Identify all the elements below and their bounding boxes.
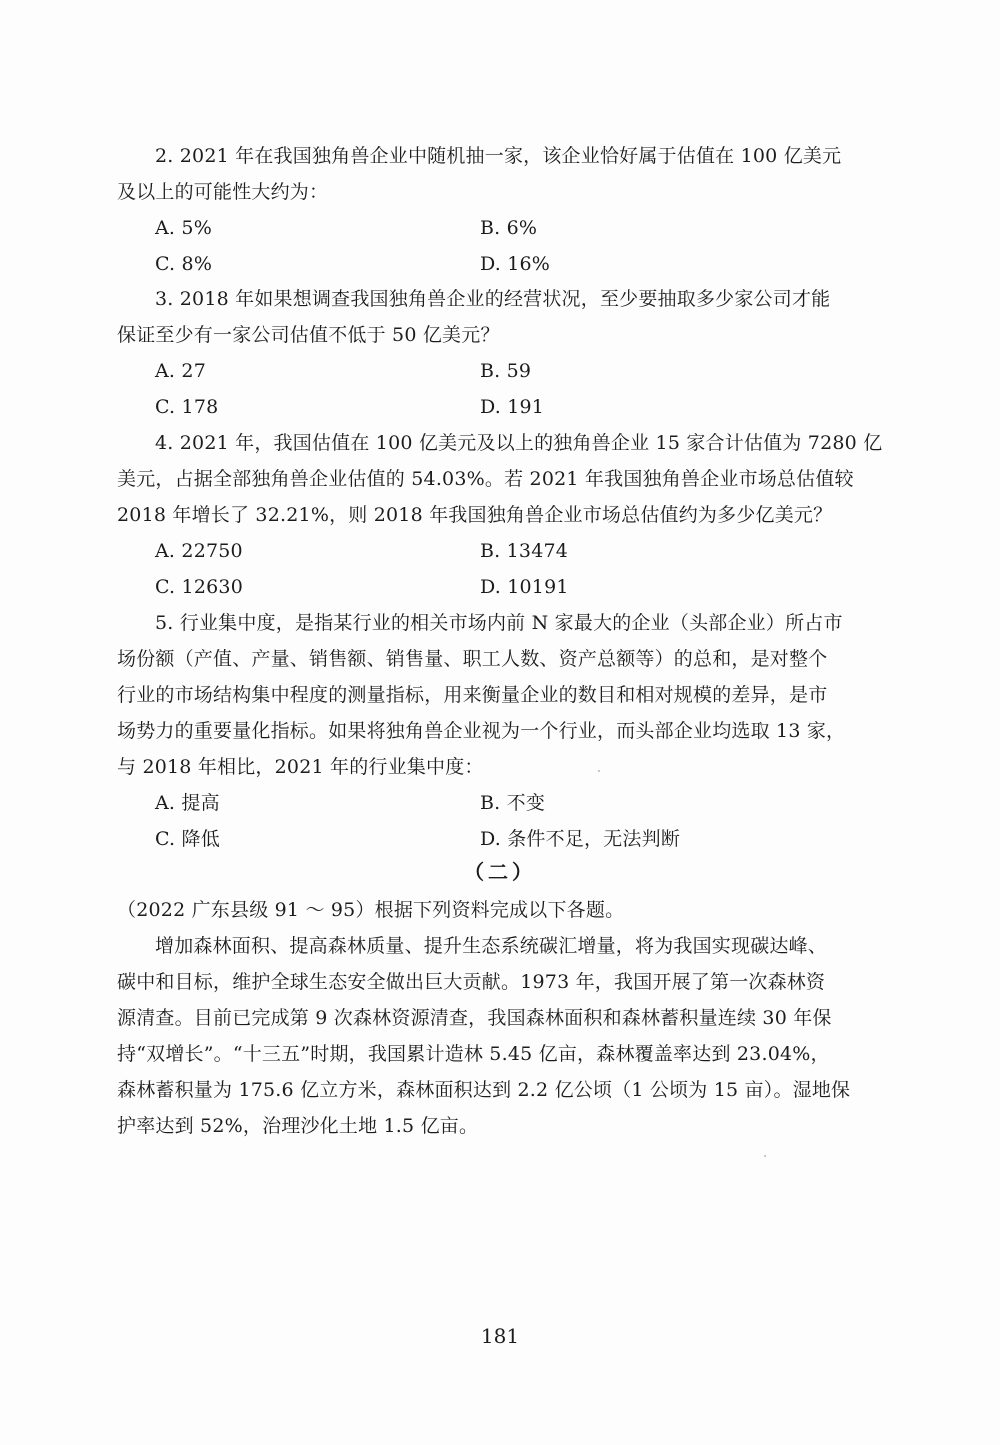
question-3-text-cont: 保证至少有一家公司估值不低于 50 亿美元？ bbox=[117, 324, 500, 346]
question-2-option-c: C. 8% bbox=[155, 253, 213, 275]
question-4-option-a: A. 22750 bbox=[155, 540, 243, 562]
question-5-option-b: B. 不变 bbox=[480, 792, 546, 814]
passage-line-4: 持“双增长”。“十三五”时期，我国累计造林 5.45 亿亩，森林覆盖率达到 23.04%， bbox=[117, 1043, 830, 1065]
question-2-option-d: D. 16% bbox=[480, 253, 551, 275]
question-5-text-cont-3: 场势力的重要量化指标。如果将独角兽企业视为一个行业，而头部企业均选取 13 家， bbox=[117, 720, 846, 742]
question-5-text-cont-2: 行业的市场结构集中程度的测量指标，用来衡量企业的数目和相对规模的差异，是市 bbox=[117, 684, 828, 706]
page-number: 181 bbox=[480, 1324, 520, 1348]
scan-speck bbox=[598, 770, 600, 772]
question-2-text: 2. 2021 年在我国独角兽企业中随机抽一家，该企业恰好属于估值在 100 亿美元 bbox=[155, 145, 842, 167]
question-5-option-c: C. 降低 bbox=[155, 828, 220, 850]
passage-line-6: 护率达到 52%，治理沙化土地 1.5 亿亩。 bbox=[117, 1115, 479, 1137]
question-2-option-b: B. 6% bbox=[480, 217, 538, 239]
passage-line-2: 碳中和目标，维护全球生态安全做出巨大贡献。1973 年，我国开展了第一次森林资 bbox=[117, 971, 826, 993]
question-2-option-a: A. 5% bbox=[155, 217, 212, 239]
question-2-text-cont: 及以上的可能性大约为： bbox=[117, 181, 329, 203]
question-3-option-a: A. 27 bbox=[155, 360, 206, 382]
question-4-option-c: C. 12630 bbox=[155, 576, 243, 598]
question-3-option-c: C. 178 bbox=[155, 396, 219, 418]
passage-line-3: 源清查。目前已完成第 9 次森林资源清查，我国森林面积和森林蓄积量连续 30 年保 bbox=[117, 1007, 832, 1029]
question-4-text-cont-2: 2018 年增长了 32.21%，则 2018 年我国独角兽企业市场总估值约为多少亿美元？ bbox=[117, 504, 833, 526]
question-5-text-cont-1: 场份额（产值、产量、销售额、销售量、职工人数、资产总额等）的总和，是对整个 bbox=[117, 648, 828, 670]
question-3-option-b: B. 59 bbox=[480, 360, 532, 382]
question-4-option-d: D. 10191 bbox=[480, 576, 569, 598]
question-4-text-cont-1: 美元，占据全部独角兽企业估值的 54.03%。若 2021 年我国独角兽企业市场总估值较 bbox=[117, 468, 854, 490]
passage-line-1: 增加森林面积、提高森林质量、提升生态系统碳汇增量，将为我国实现碳达峰、 bbox=[155, 935, 828, 957]
question-4-text: 4. 2021 年，我国估值在 100 亿美元及以上的独角兽企业 15 家合计估值为 7280 亿 bbox=[155, 432, 883, 454]
question-5-text: 5. 行业集中度，是指某行业的相关市场内前 N 家最大的企业（头部企业）所占市 bbox=[155, 612, 843, 634]
question-3-text: 3. 2018 年如果想调查我国独角兽企业的经营状况，至少要抽取多少家公司才能 bbox=[155, 288, 831, 310]
section-title: （二） bbox=[464, 860, 536, 884]
question-3-option-d: D. 191 bbox=[480, 396, 545, 418]
passage-line-5: 森林蓄积量为 175.6 亿立方米，森林面积达到 2.2 亿公顷（1 公顷为 15 亩）。湿地保 bbox=[117, 1079, 851, 1101]
section-source: （2022 广东县级 91 ～ 95）根据下列资料完成以下各题。 bbox=[117, 899, 625, 921]
question-4-option-b: B. 13474 bbox=[480, 540, 569, 562]
question-5-option-a: A. 提高 bbox=[155, 792, 220, 814]
question-5-option-d: D. 条件不足，无法判断 bbox=[480, 828, 681, 850]
question-5-text-cont-4: 与 2018 年相比，2021 年的行业集中度： bbox=[117, 756, 484, 778]
scan-speck bbox=[764, 1155, 766, 1157]
